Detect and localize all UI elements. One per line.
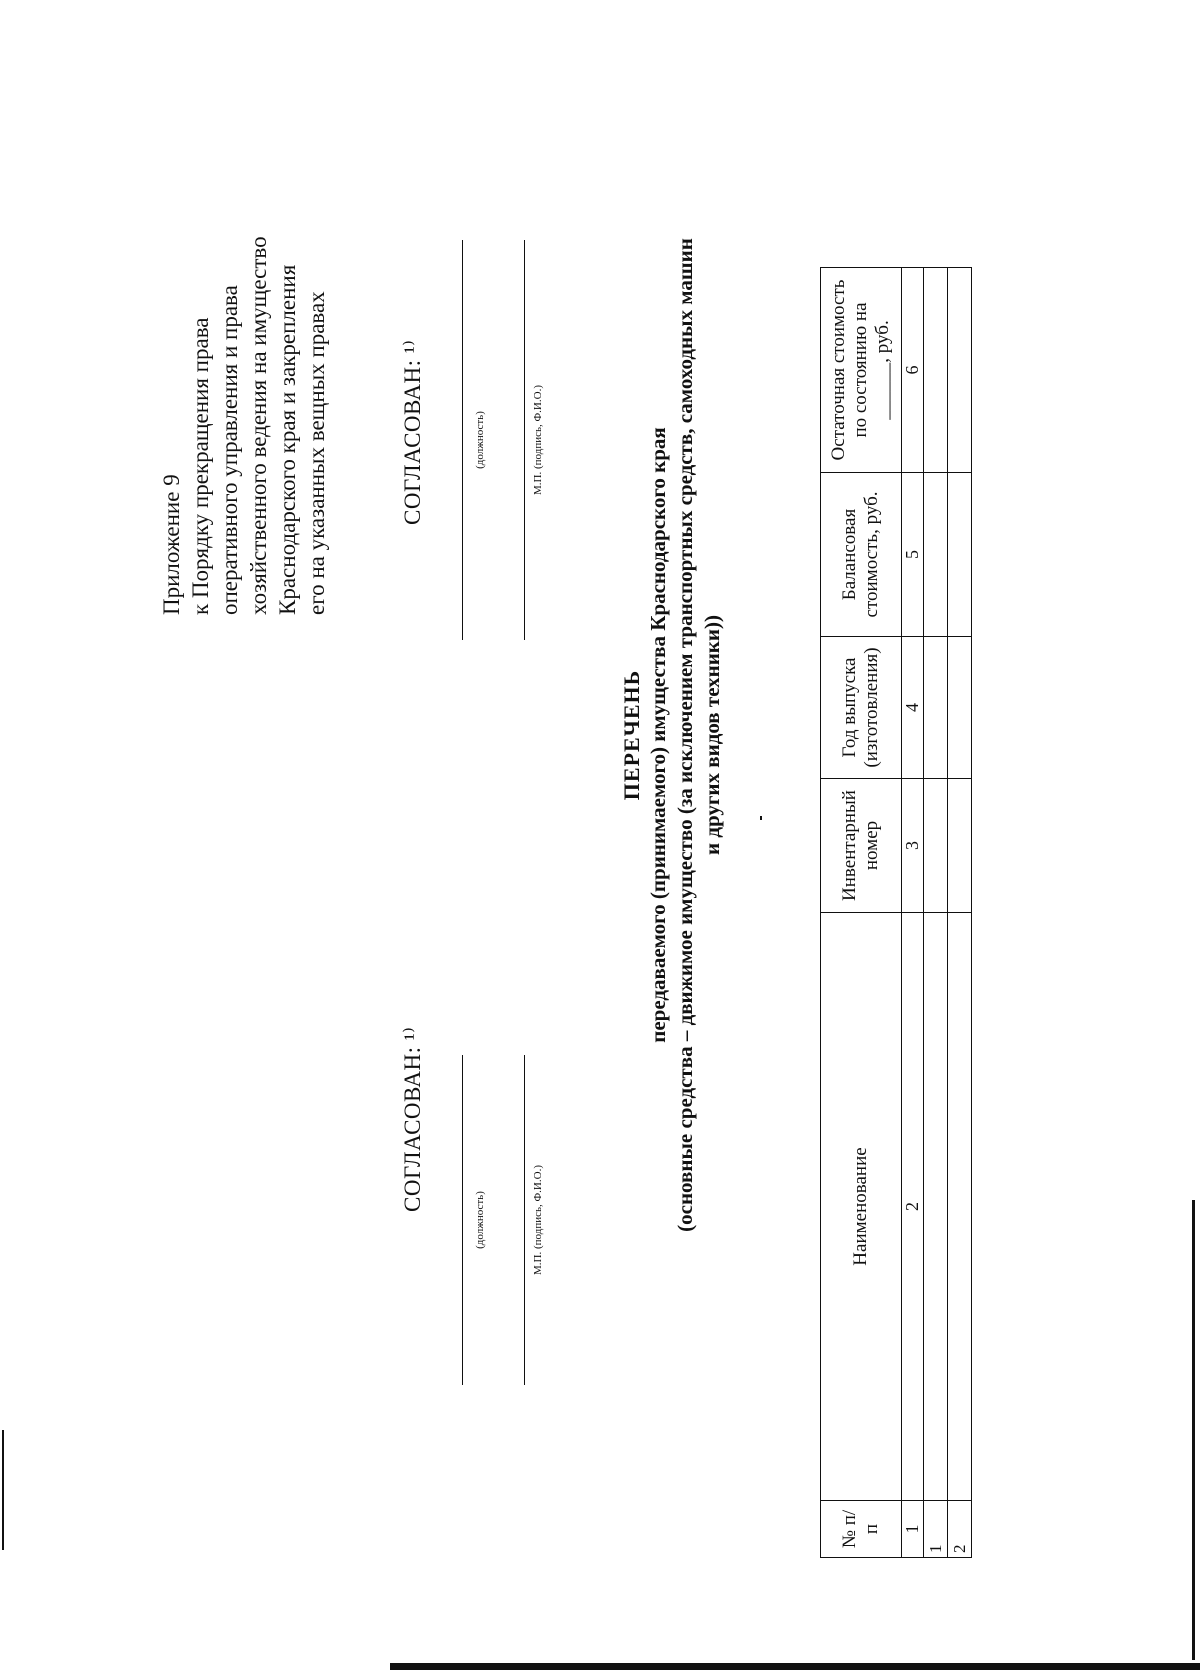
column-number: 1 [902, 1501, 924, 1558]
scan-artifact [2, 1430, 4, 1550]
table-row [924, 268, 948, 1558]
header-cell: Балансовая стоимость, руб. [821, 473, 902, 637]
header-cell: № п/п [821, 1501, 902, 1558]
cell-residual-value[interactable] [948, 268, 972, 473]
header-cell: Инвентарный номер [821, 779, 902, 913]
position-caption: (должность) [474, 411, 486, 469]
row-number: 2 [948, 1501, 972, 1558]
position-line [462, 240, 463, 640]
header-cell: Год выпуска (изготовления) [821, 637, 902, 779]
position-caption: (должность) [474, 1191, 486, 1249]
column-number: 6 [902, 268, 924, 473]
appendix-line: его на указанных вещных правах [304, 291, 329, 615]
scan-artifact [390, 1663, 1200, 1670]
cell-year[interactable] [948, 637, 972, 779]
title-line: (основные средства – движимое имущество (за исключением транспортных средств, самоходных машин [673, 238, 697, 1232]
header-cell: Наименование [821, 913, 902, 1501]
cell-year[interactable] [924, 637, 948, 779]
table-row [948, 268, 972, 1558]
scan-artifact [1192, 1200, 1195, 1660]
document-title [618, 100, 726, 1370]
signature-caption: М.П. (подпись, Ф.И.О.) [532, 385, 544, 495]
column-number: 3 [902, 779, 924, 913]
column-number-row [902, 268, 924, 1558]
position-line [462, 1055, 463, 1385]
appendix-line: к Порядку прекращения права [188, 317, 213, 615]
title-heading: ПЕРЕЧЕНЬ [619, 669, 644, 801]
column-number: 4 [902, 637, 924, 779]
signature-caption: М.П. (подпись, Ф.И.О.) [532, 1165, 544, 1275]
signature-line [524, 1055, 525, 1385]
row-number: 1 [924, 1501, 948, 1558]
column-number: 2 [902, 913, 924, 1501]
title-line: и других видов техники)) [700, 615, 724, 855]
header-cell: Остаточная стоимость по состоянию на ______, руб. [821, 268, 902, 473]
approval-title: СОГЛАСОВАН: ¹⁾ [400, 1026, 425, 1212]
appendix-line: оперативного управления и права [217, 285, 242, 615]
cell-book-value[interactable] [924, 473, 948, 637]
appendix-line: Приложение 9 [159, 474, 184, 615]
cell-residual-value[interactable] [924, 268, 948, 473]
appendix-line: хозяйственного ведения на имущество [246, 236, 271, 615]
approval-title: СОГЛАСОВАН: ¹⁾ [400, 339, 425, 525]
appendix-line: Краснодарского края и закрепления [275, 264, 300, 615]
title-line: передаваемого (принимаемого) имущества Краснодарского края [646, 427, 670, 1043]
cell-inventory-number[interactable] [924, 779, 948, 913]
cell-name[interactable] [948, 913, 972, 1501]
cell-book-value[interactable] [948, 473, 972, 637]
table-header-row [821, 268, 902, 1558]
appendix-header [157, 236, 331, 615]
cell-inventory-number[interactable] [948, 779, 972, 913]
column-number: 5 [902, 473, 924, 637]
cell-name[interactable] [924, 913, 948, 1501]
property-table [820, 267, 972, 1558]
signature-line [524, 240, 525, 640]
stray-mark [760, 816, 762, 820]
